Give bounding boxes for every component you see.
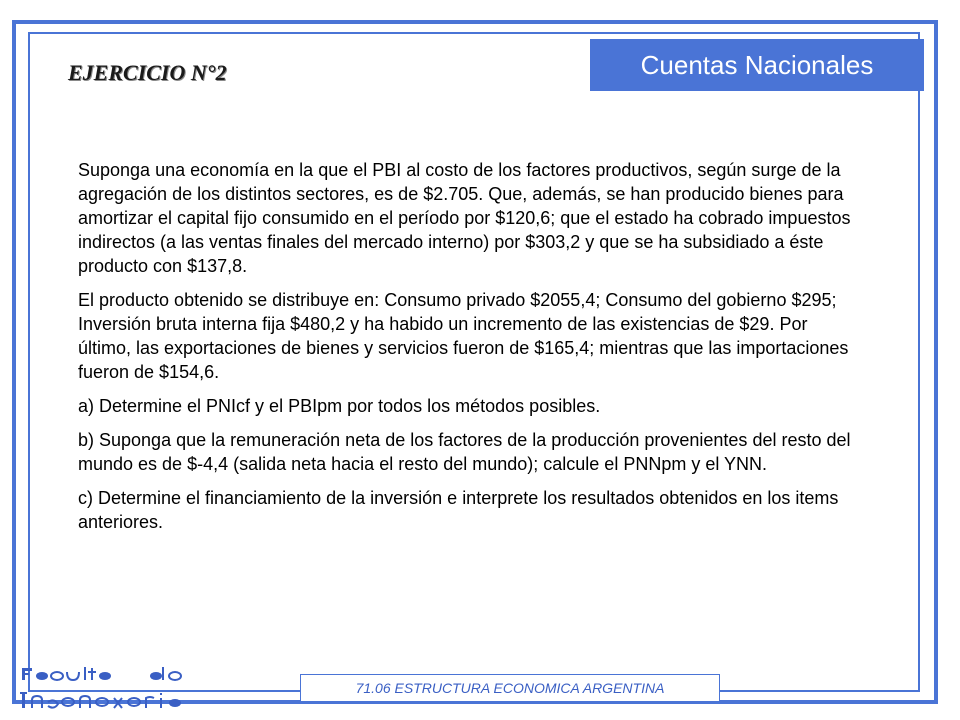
exercise-question-b: b) Suponga que la remuneración neta de los factores de la producción provenientes del resto del mundo es de $-4,4 (salida neta hacia el resto del mundo); calcule el PNNpm y el YNN. [78, 430, 851, 474]
course-footer-label: 71.06 ESTRUCTURA ECONOMICA ARGENTINA [355, 680, 665, 696]
exercise-paragraph: El producto obtenido se distribuye en: Consumo privado $2055,4; Consumo del gobierno $295; Inversión bruta interna fija $480,2 y ha habido un incremento de las existencias de $29. Por último, las exportaciones de bienes y servicios fueron de $165,4; mientras que las importaciones fueron de $154,6. [78, 290, 849, 382]
section-header-badge [590, 39, 924, 91]
exercise-title: EJERCICIO N°2 [68, 60, 227, 85]
faculty-logo-glyphs [20, 662, 190, 712]
course-footer [300, 674, 720, 702]
exercise-question-c: c) Determine el financiamiento de la inversión e interprete los resultados obtenidos en los items anteriores. [78, 488, 839, 532]
section-header-title: Cuentas Nacionales [640, 49, 874, 80]
exercise-paragraph: Suponga una economía en la que el PBI al costo de los factores productivos, según surge de la agregación de los distintos sectores, es de $2.705. Que, además, se han producido bienes para amortizar el capital fijo consumido en el período por $120,6; que el estado ha cobrado impuestos indirectos (a las ventas finales del mercado interno) por $303,2 y que se ha subsidiado a éste producto con $137,8. [78, 160, 851, 276]
exercise-body [78, 158, 860, 544]
faculty-logo [20, 662, 190, 712]
exercise-question-a: a) Determine el PNIcf y el PBIpm por todos los métodos posibles. [78, 396, 601, 416]
